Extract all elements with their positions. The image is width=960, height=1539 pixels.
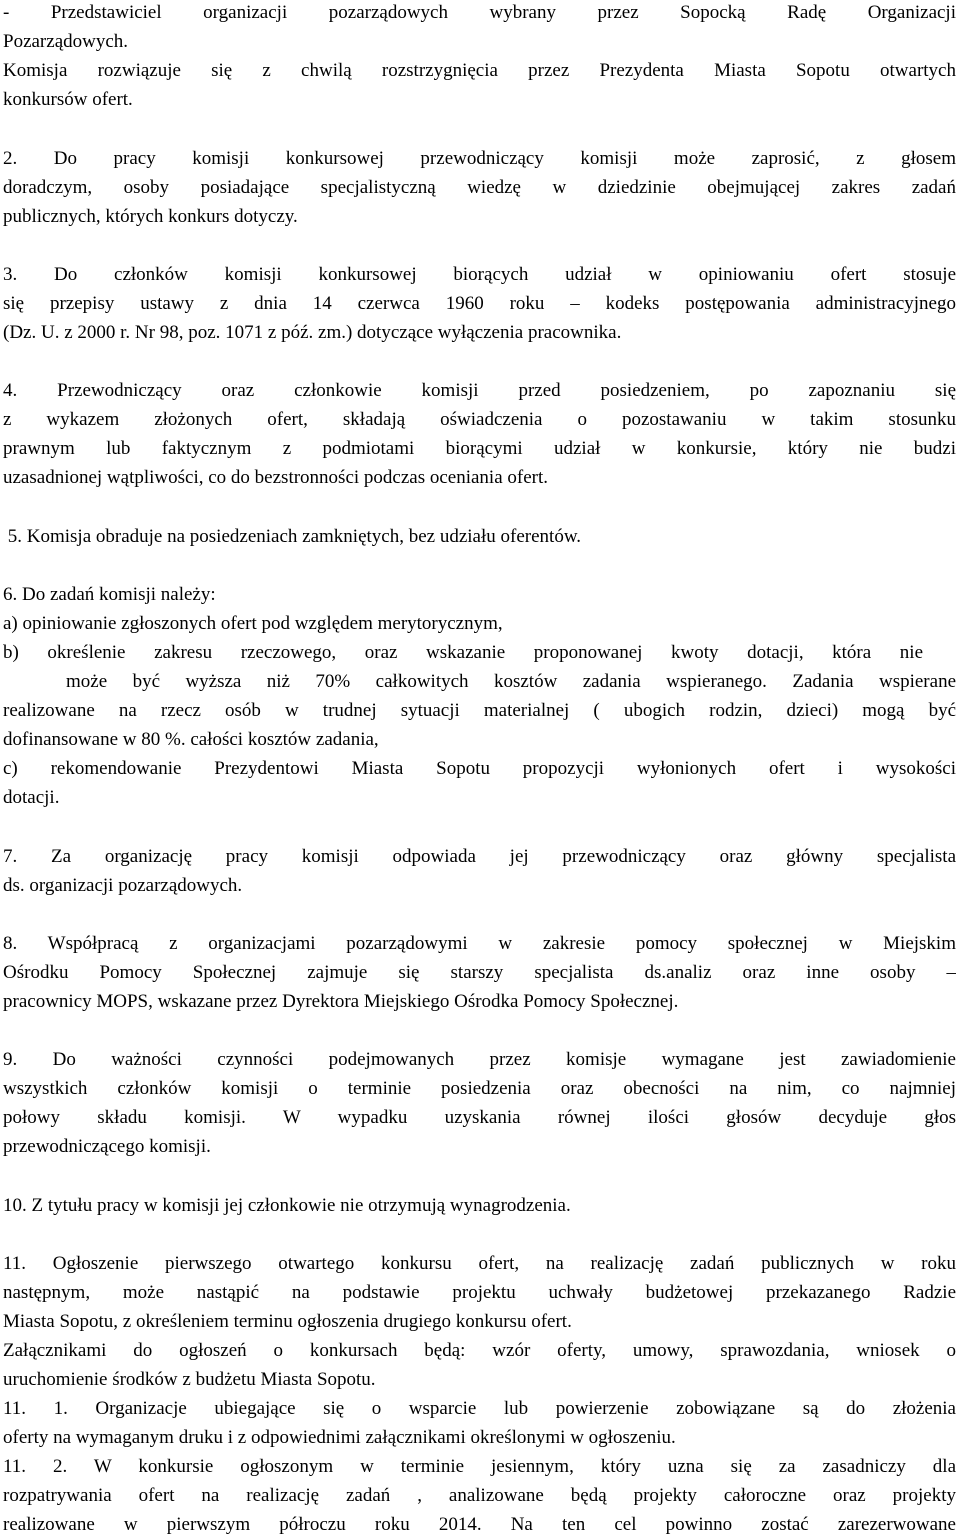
text-line: 11. Ogłoszenie pierwszego otwartego konkursu ofert, na realizację zadań publicznych w roku [3, 1253, 956, 1274]
text-line: Komisja rozwiązuje się z chwilą rozstrzygnięcia przez Prezydenta Miasta Sopotu otwartych [3, 60, 956, 81]
text-line: uzasadnionej wątpliwości, co do bezstronności podczas oceniania ofert. [3, 467, 549, 488]
text-line: się przepisy ustawy z dnia 14 czerwca 1960 roku – kodeks postępowania administracyjnego [3, 293, 956, 314]
text-line: 3. Do członków komisji konkursowej biorących udział w opiniowaniu ofert stosuje [3, 264, 956, 285]
text-line: ds. organizacji pozarządowych. [3, 875, 243, 896]
text-line: doradczym, osoby posiadające specjalistyczną wiedzę w dziedzinie obejmującej zakres zadań [3, 177, 956, 198]
text-line: 9. Do ważności czynności podejmowanych przez komisje wymagane jest zawiadomienie [3, 1049, 956, 1070]
text-line: 11. 2. W konkursie ogłoszonym w terminie jesiennym, który uzna się za zasadniczy dla [3, 1456, 956, 1477]
text-line: c) rekomendowanie Prezydentowi Miasta Sopotu propozycji wyłonionych ofert i wysokości [3, 758, 956, 779]
text-line: 11. 1. Organizacje ubiegające się o wsparcie lub powierzenie zobowiązane są do złożenia [3, 1398, 956, 1419]
text-line: może być wyższa niż 70% całkowitych kosztów zadania wspieranego. Zadania wspierane [66, 671, 956, 692]
text-line: Pozarządowych. [3, 31, 129, 52]
text-line: b) określenie zakresu rzeczowego, oraz wskazanie proponowanej kwoty dotacji, która nie [3, 642, 923, 663]
text-line: połowy składu komisji. W wypadku uzyskania równej ilości głosów decyduje głos [3, 1107, 956, 1128]
text-line: wszystkich członków komisji o terminie posiedzenia oraz obecności na nim, co najmniej [3, 1078, 956, 1099]
text-line: następnym, może nastąpić na podstawie projektu uchwały budżetowej przekazanego Radzie [3, 1282, 956, 1303]
text-line: 8. Współpracą z organizacjami pozarządowymi w zakresie pomocy społecznej w Miejskim [3, 933, 956, 954]
text-line: a) opiniowanie zgłoszonych ofert pod względem merytorycznym, [3, 613, 503, 634]
text-line: 10. Z tytułu pracy w komisji jej członkowie nie otrzymują wynagrodzenia. [3, 1195, 571, 1216]
text-line: Miasta Sopotu, z określeniem terminu ogłoszenia drugiego konkursu ofert. [3, 1311, 572, 1332]
text-line: konkursów ofert. [3, 89, 133, 110]
text-line: 6. Do zadań komisji należy: [3, 584, 216, 605]
text-line: realizowane na rzecz osób w trudnej sytuacji materialnej ( ubogich rodzin, dzieci) mogą być [3, 700, 956, 721]
text-line: 7. Za organizację pracy komisji odpowiada jej przewodniczący oraz główny specjalista [3, 846, 956, 867]
text-line: publicznych, których konkurs dotyczy. [3, 206, 298, 227]
text-line: 4. Przewodniczący oraz członkowie komisji przed posiedzeniem, po zapoznaniu się [3, 380, 956, 401]
text-line: realizowane w pierwszym półroczu roku 2014. Na ten cel powinno zostać zarezerwowane [3, 1514, 956, 1535]
text-line: prawnym lub faktycznym z podmiotami biorącymi udział w konkursie, który nie budzi [3, 438, 956, 459]
text-line: z wykazem złożonych ofert, składają oświadczenia o pozostawaniu w takim stosunku [3, 409, 956, 430]
text-line: 5. Komisja obraduje na posiedzeniach zamkniętych, bez udziału oferentów. [3, 526, 582, 547]
text-line: dofinansowane w 80 %. całości kosztów zadania, [3, 729, 379, 750]
text-line: pracownicy MOPS, wskazane przez Dyrektora Miejskiego Ośrodka Pomocy Społecznej. [3, 991, 679, 1012]
text-line: dotacji. [3, 787, 60, 808]
text-line: uruchomienie środków z budżetu Miasta Sopotu. [3, 1369, 376, 1390]
text-line: (Dz. U. z 2000 r. Nr 98, poz. 1071 z póź. zm.) dotyczące wyłączenia pracownika. [3, 322, 622, 343]
text-line: Ośrodku Pomocy Społecznej zajmuje się starszy specjalista ds.analiz oraz inne osoby – [3, 962, 956, 983]
text-line: oferty na wymaganym druku i z odpowiednimi załącznikami określonymi w ogłoszeniu. [3, 1427, 676, 1448]
text-line: - Przedstawiciel organizacji pozarządowych wybrany przez Sopocką Radę Organizacji [3, 2, 956, 23]
text-line: rozpatrywania ofert na realizację zadań , analizowane będą projekty całoroczne oraz projekty [3, 1485, 956, 1506]
text-line: Załącznikami do ogłoszeń o konkursach będą: wzór oferty, umowy, sprawozdania, wniosek o [3, 1340, 956, 1361]
text-line: 2. Do pracy komisji konkursowej przewodniczący komisji może zaprosić, z głosem [3, 148, 956, 169]
text-line: przewodniczącego komisji. [3, 1136, 211, 1157]
